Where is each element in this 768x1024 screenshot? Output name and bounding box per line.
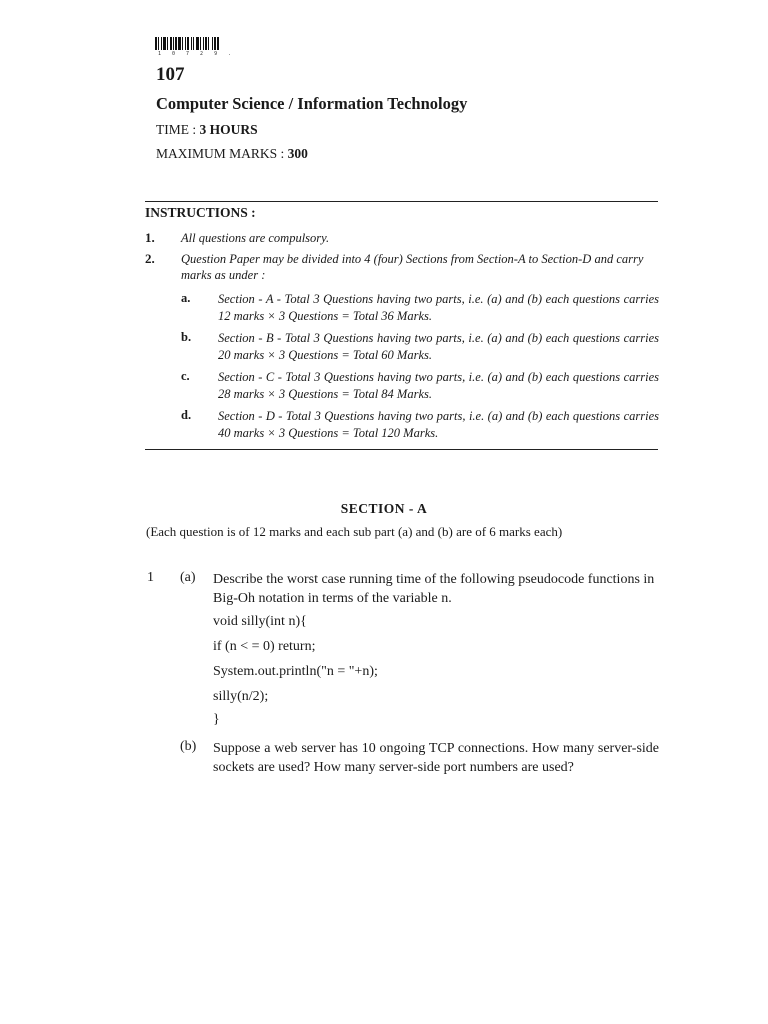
barcode-bar [219, 37, 220, 50]
barcode-digits: 1 0 7 2 9 . [158, 51, 236, 57]
section-note: (Each question is of 12 marks and each sub part (a) and (b) are of 6 marks each) [146, 524, 563, 539]
instruction-text: Question Paper may be divided into 4 (four) Sections from Section-A to Section-D and carry marks as under : [181, 252, 644, 282]
question-number: 1 [147, 570, 154, 585]
question-part-label: (a) [180, 570, 196, 585]
instruction-number: 2. [145, 251, 155, 266]
sub-item-letter: b. [181, 330, 192, 344]
code-line: } [213, 712, 220, 727]
code-line: System.out.println("n = "+n); [213, 664, 378, 679]
time-line [156, 122, 258, 138]
code-line: void silly(int n){ [213, 614, 307, 629]
question-part-label: (b) [180, 739, 197, 754]
sub-item-text: Section - A - Total 3 Questions having two parts, i.e. (a) and (b) each questions carries 12 marks × 3 Questions = Total 36 Marks. [218, 292, 659, 323]
barcode [155, 37, 229, 50]
top-divider [145, 201, 658, 202]
question-part-text: Suppose a web server has 10 ongoing TCP connections. How many server-side sockets are used? How many server-side port numbers are used? [213, 741, 659, 775]
question-part-text: Describe the worst case running time of the following pseudocode functions in Big-Oh notation in terms of the variable n. [213, 572, 655, 606]
instructions-heading: INSTRUCTIONS : [145, 205, 256, 220]
section-heading: SECTION - A [340, 501, 428, 516]
sub-item-text: Section - B - Total 3 Questions having two parts, i.e. (a) and (b) each questions carries 20 marks × 3 Questions = Total 60 Marks. [218, 331, 659, 362]
sub-item-letter: c. [181, 369, 190, 383]
code-line: silly(n/2); [213, 689, 269, 704]
sub-item-text: Section - D - Total 3 Questions having two parts, i.e. (a) and (b) each questions carries 40 marks × 3 Questions = Total 120 Marks. [218, 409, 659, 440]
paper-code: 107 [156, 64, 185, 85]
bottom-divider [145, 449, 658, 450]
sub-item-letter: a. [181, 291, 191, 305]
instruction-number: 1. [145, 230, 155, 245]
subject-title: Computer Science / Information Technology [156, 94, 468, 113]
sub-item-text: Section - C - Total 3 Questions having two parts, i.e. (a) and (b) each questions carries 28 marks × 3 Questions = Total 84 Marks. [218, 370, 659, 401]
code-line: if (n < = 0) return; [213, 639, 316, 654]
sub-item-letter: d. [181, 408, 192, 422]
marks-label: MAXIMUM MARKS : [156, 146, 288, 161]
marks-line [156, 146, 308, 162]
instruction-text: All questions are compulsory. [181, 231, 330, 245]
time-value: 3 HOURS [199, 122, 258, 137]
marks-value: 300 [287, 146, 308, 161]
time-label: TIME : [156, 122, 200, 137]
